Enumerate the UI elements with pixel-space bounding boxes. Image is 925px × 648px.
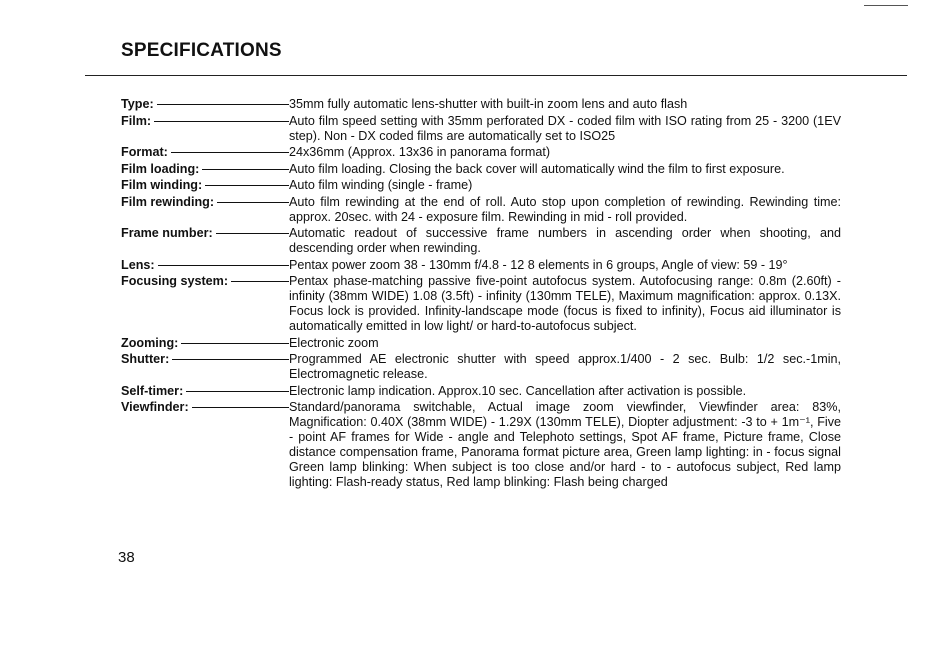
spec-label: Viewfinder: xyxy=(121,400,189,414)
spec-label: Focusing system: xyxy=(121,274,229,288)
leader-line xyxy=(171,152,289,153)
spec-value: Auto film loading. Closing the back cover will automatically wind the film to first exposure. xyxy=(289,161,785,176)
spec-list xyxy=(121,97,841,492)
spec-row-film-rewinding xyxy=(121,195,841,225)
page-number: 38 xyxy=(118,549,135,566)
spec-label: Frame number: xyxy=(121,226,213,240)
leader-line xyxy=(181,343,289,344)
spec-value: Pentax power zoom 38 - 130mm f/4.8 - 12 8 elements in 6 groups, Angle of view: 59 - 19° xyxy=(289,257,788,272)
spec-label: Self-timer: xyxy=(121,383,184,398)
spec-row-film xyxy=(121,114,841,144)
spec-row-zooming xyxy=(121,336,841,351)
spec-row-focusing-system xyxy=(121,274,841,334)
leader-line xyxy=(154,121,289,122)
spec-row-lens xyxy=(121,258,841,273)
spec-value: Electronic zoom xyxy=(289,335,379,350)
leader-line xyxy=(172,359,289,360)
leader-line xyxy=(192,407,289,408)
spec-label: Type: xyxy=(121,97,154,111)
leader-line xyxy=(186,391,289,392)
spec-label: Format: xyxy=(121,145,168,159)
spec-value: Auto film speed setting with 35mm perforated DX - coded film with ISO rating from 25 - 3200 (1EV step). Non - DX coded films are automatically set to ISO25 xyxy=(289,113,841,143)
spec-row-film-winding xyxy=(121,178,841,193)
page-title: SPECIFICATIONS xyxy=(121,40,282,61)
leader-line xyxy=(217,202,289,203)
spec-row-type xyxy=(121,97,841,112)
spec-label: Shutter: xyxy=(121,352,170,366)
spec-value: 35mm fully automatic lens-shutter with built-in zoom lens and auto flash xyxy=(289,97,688,111)
spec-value: Standard/panorama switchable, Actual image zoom viewfinder, Viewfinder area: 83%, Magnification: 0.40X (38mm WIDE) - 1.29X (130mm TELE), Diopter adjustment: -3 to + 1m⁻¹, Five - point AF frames for Wide - angle and Telephoto settings, Spot AF frame, Picture frame, Close distance compensation frame, Panorama format picture area, Green lamp lighting: in - focus signal Green lamp blinking: When subject is too close and/or hard - to - autofocus subject, Red lamp lighting: Flash-ready status, Red lamp blinking: Flash being charged xyxy=(289,400,841,489)
leader-line xyxy=(205,185,289,186)
spec-row-self-timer xyxy=(121,384,841,399)
spec-row-format xyxy=(121,145,841,160)
top-corner-rule xyxy=(864,5,908,6)
spec-row-film-loading xyxy=(121,162,841,177)
leader-line xyxy=(216,233,289,234)
leader-line xyxy=(157,104,289,105)
spec-label: Film: xyxy=(121,113,152,128)
title-divider xyxy=(85,75,907,76)
leader-line xyxy=(202,169,289,170)
spec-row-frame-number xyxy=(121,226,841,256)
spec-value: Auto film rewinding at the end of roll. Auto stop upon completion of rewinding. Rewinding time: approx. 20sec. with 24 - exposure film. Rewinding in mid - roll provided. xyxy=(289,194,841,224)
spec-row-shutter xyxy=(121,352,841,382)
spec-label: Film rewinding: xyxy=(121,194,215,209)
leader-line xyxy=(158,265,289,266)
spec-value: 24x36mm (Approx. 13x36 in panorama format) xyxy=(289,145,551,159)
spec-value: Electronic lamp indication. Approx.10 sec. Cancellation after activation is possible. xyxy=(289,383,747,398)
spec-value: Pentax phase-matching passive five-point autofocus system. Autofocusing range: 0.8m (2.60ft) - infinity (38mm WIDE) 1.08 (3.5ft) - infinity (130mm TELE), Maximum magnification: approx. 0.13X. Focus lock is provided. Infinity-landscape mode (focus is fixed to infinity), Focus aid illuminator is automatically emitted in low light/ or hard-to-autofocus subject. xyxy=(289,274,841,333)
spec-value: Auto film winding (single - frame) xyxy=(289,178,473,192)
spec-label: Zooming: xyxy=(121,335,179,350)
spec-label: Film winding: xyxy=(121,178,203,192)
spec-label: Film loading: xyxy=(121,161,200,176)
spec-label: Lens: xyxy=(121,257,155,272)
spec-row-viewfinder xyxy=(121,400,841,490)
spec-value: Automatic readout of successive frame numbers in ascending order when shooting, and descending order when rewinding. xyxy=(289,226,841,255)
spec-value: Programmed AE electronic shutter with speed approx.1/400 - 2 sec. Bulb: 1/2 sec.-1min, Electromagnetic release. xyxy=(289,352,841,381)
leader-line xyxy=(231,281,289,282)
